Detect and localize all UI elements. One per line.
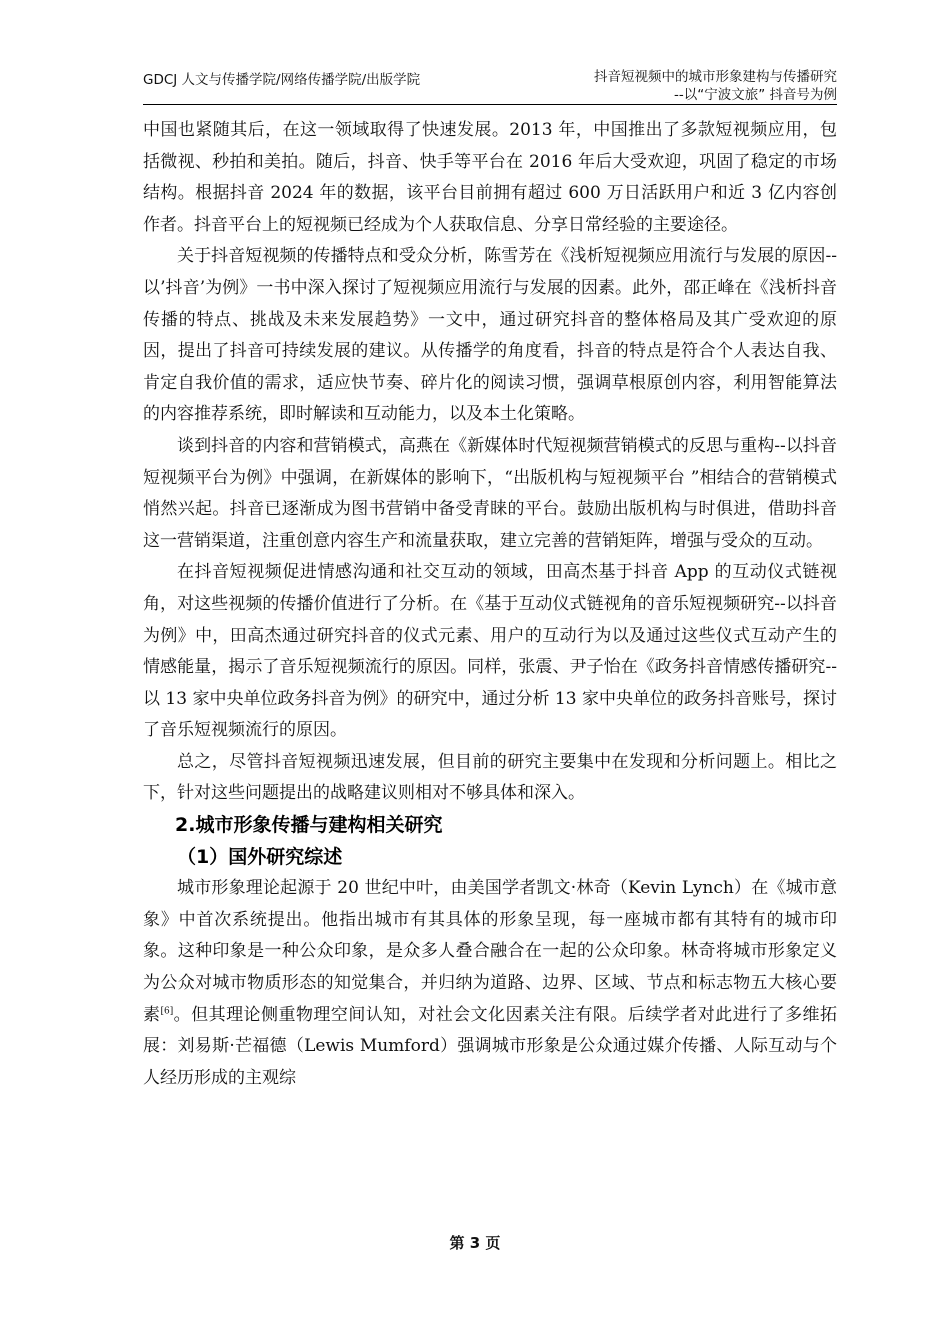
header-institution: GDCJ 人文与传播学院/网络传播学院/出版学院 [143, 72, 421, 88]
header-thesis-title [594, 68, 837, 104]
page-number: 第 3 页 [449, 1234, 501, 1252]
paragraph-4: 在抖音短视频促进情感沟通和社交互动的领域，田高杰基于抖音 App 的互动仪式链视角，对这些视频的传播价值进行了分析。在《基于互动仪式链视角的音乐短视频研究--以抖音为例》中，田高杰通过研究抖音的仪式元素、用户的互动行为以及通过这些仪式互动产生的情感能量，揭示了音乐短视频流行的原因。同样，张震、尹子怡在《政务抖音情感传播研究--以 13 家中央单位政务抖音为例》的研究中，通过分析 13 家中央单位的政务抖音账号，探讨了音乐短视频流行的原因。 [143, 562, 837, 741]
paragraph-6 [143, 873, 837, 1094]
header-title-line-2: --以“宁波文旅” 抖音号为例 [673, 87, 837, 103]
paragraph-6-part-1: 城市形象理论起源于 20 世纪中叶，由美国学者凯文·林奇（Kevin Lynch）在《城市意象》中首次系统提出。他指出城市有其具体的形象呈现，每一座城市都有其特有的城市印象。这种印象是一种公众印象，是众多人叠合融合在一起的公众印象。林奇将城市形象定义为公众对城市物质形态的知觉集合，并归纳为道路、边界、区域、节点和标志物五大核心要素 [143, 878, 837, 1025]
citation-reference[interactable]: [6] [160, 1005, 174, 1016]
body-text [143, 115, 837, 1094]
header-divider [143, 104, 837, 105]
paragraph-1: 中国也紧随其后，在这一领域取得了快速发展。2013 年，中国推出了多款短视频应用，包括微视、秒拍和美拍。随后，抖音、快手等平台在 2016 年后大受欢迎，巩固了稳定的市场结构。根据抖音 2024 年的数据，该平台目前拥有超过 600 万日活跃用户和近 3 亿内容创作者。抖音平台上的短视频已经成为个人获取信息、分享日常经验的主要途径。 [143, 120, 837, 235]
section-heading: 2.城市形象传播与建构相关研究 [175, 814, 443, 837]
header-title-line-1: 抖音短视频中的城市形象建构与传播研究 [594, 69, 837, 85]
paragraph-5: 总之，尽管抖音短视频迅速发展，但目前的研究主要集中在发现和分析问题上。相比之下，针对这些问题提出的战略建议则相对不够具体和深入。 [143, 751, 837, 804]
paragraph-3: 谈到抖音的内容和营销模式，高燕在《新媒体时代短视频营销模式的反思与重构--以抖音短视频平台为例》中强调，在新媒体的影响下，“出版机构与短视频平台 ”相结合的营销模式悄然兴起。抖音已逐渐成为图书营销中备受青睐的平台。鼓励出版机构与时俱进，借助抖音这一营销渠道，注重创意内容生产和流量获取，建立完善的营销矩阵，增强与受众的互动。 [143, 435, 837, 551]
running-header [143, 64, 837, 104]
subsection-heading: （1）国外研究综述 [177, 845, 343, 868]
paragraph-2: 关于抖音短视频的传播特点和受众分析，陈雪芳在《浅析短视频应用流行与发展的原因--以’抖音’为例》一书中深入探讨了短视频应用流行与发展的因素。此外，邵正峰在《浅析抖音传播的特点、挑战及未来发展趋势》一文中，通过研究抖音的整体格局及其广受欢迎的原因，提出了抖音可持续发展的建议。从传播学的角度看，抖音的特点是符合个人表达自我、肯定自我价值的需求，适应快节奏、碎片化的阅读习惯，强调草根原创内容，利用智能算法的内容推荐系统，即时解读和互动能力，以及本土化策略。 [143, 246, 837, 425]
paragraph-6-part-2: 。但其理论侧重物理空间认知，对社会文化因素关注有限。后续学者对此进行了多维拓展：刘易斯·芒福德（Lewis Mumford）强调城市形象是公众通过媒介传播、人际互动与个人经历形成的主观综 [143, 1004, 837, 1088]
